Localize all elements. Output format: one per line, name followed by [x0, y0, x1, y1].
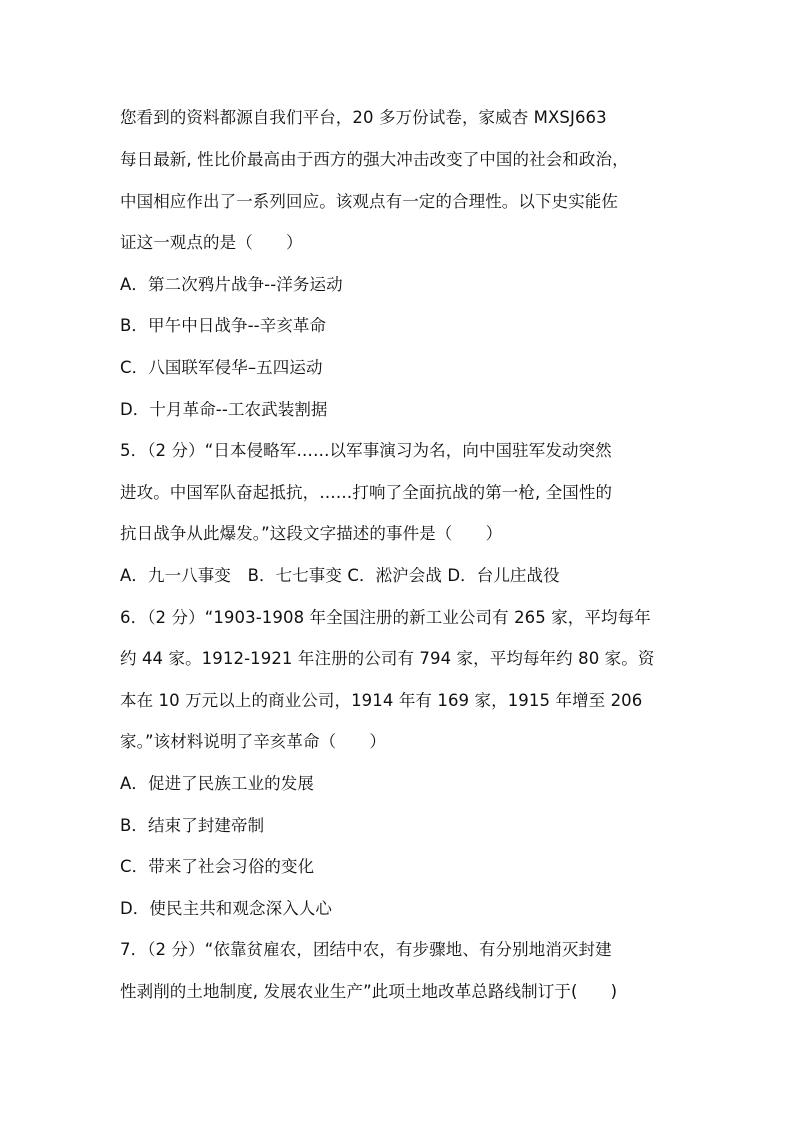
- text-line-q6-stem-4: 家。”该材料说明了辛亥革命（ ）: [120, 732, 386, 751]
- text-line-q4-stem-1: 每日最新, 性比价最高由于西方的强大冲击改变了中国的社会和政治，: [120, 150, 629, 169]
- option-q6-b: B．结束了封建帝制: [120, 816, 265, 835]
- text-line-q4-stem-3: 证这一观点的是（ ）: [120, 233, 303, 252]
- option-q4-a: A．第二次鸦片战争--洋务运动: [120, 275, 343, 294]
- option-q6-d: D．使民主共和观念深入人心: [120, 899, 333, 918]
- option-q6-c: C．带来了社会习俗的变化: [120, 857, 315, 876]
- text-line-ad: 您看到的资料都源自我们平台，20 多万份试卷，家威杏 MXSJ663: [120, 108, 607, 127]
- text-line-q5-stem-3: 抗日战争从此爆发。”这段文字描述的事件是（ ）: [120, 524, 503, 543]
- option-q4-d: D．十月革命--工农武装割据: [120, 400, 328, 419]
- text-line-q6-stem-2: 约 44 家。1912-1921 年注册的公司有 794 家，平均每年约 80 家。资: [120, 649, 655, 668]
- options-q5: A．九一八事变 B．七七事变 C．淞沪会战 D．台儿庄战役: [120, 566, 560, 585]
- text-line-q6-stem-3: 本在 10 万元以上的商业公司，1914 年有 169 家，1915 年增至 206: [120, 691, 643, 710]
- text-line-q7-stem-1: 7．（2 分）“依靠贫雇农，团结中农，有步骤地、有分别地消灭封建: [120, 940, 612, 959]
- text-line-q4-stem-2: 中国相应作出了一系列回应。该观点有一定的合理性。以下史实能佐: [120, 192, 618, 211]
- option-q4-c: C．八国联军侵华–五四运动: [120, 358, 323, 377]
- option-q4-b: B．甲午中日战争--辛亥革命: [120, 316, 327, 335]
- text-line-q7-stem-2: 性剥削的土地制度, 发展农业生产”此项土地改革总路线制订于( ): [120, 982, 618, 1001]
- text-line-q5-stem-2: 进攻。中国军队奋起抵抗，……打响了全面抗战的第一枪, 全国性的: [120, 483, 613, 502]
- text-line-q5-stem-1: 5．（2 分）“日本侵略军……以军事演习为名，向中国驻军发动突然: [120, 441, 612, 460]
- option-q6-a: A．促进了民族工业的发展: [120, 774, 314, 793]
- text-line-q6-stem-1: 6．（2 分）“1903-1908 年全国注册的新工业公司有 265 家，平均每年: [120, 608, 651, 627]
